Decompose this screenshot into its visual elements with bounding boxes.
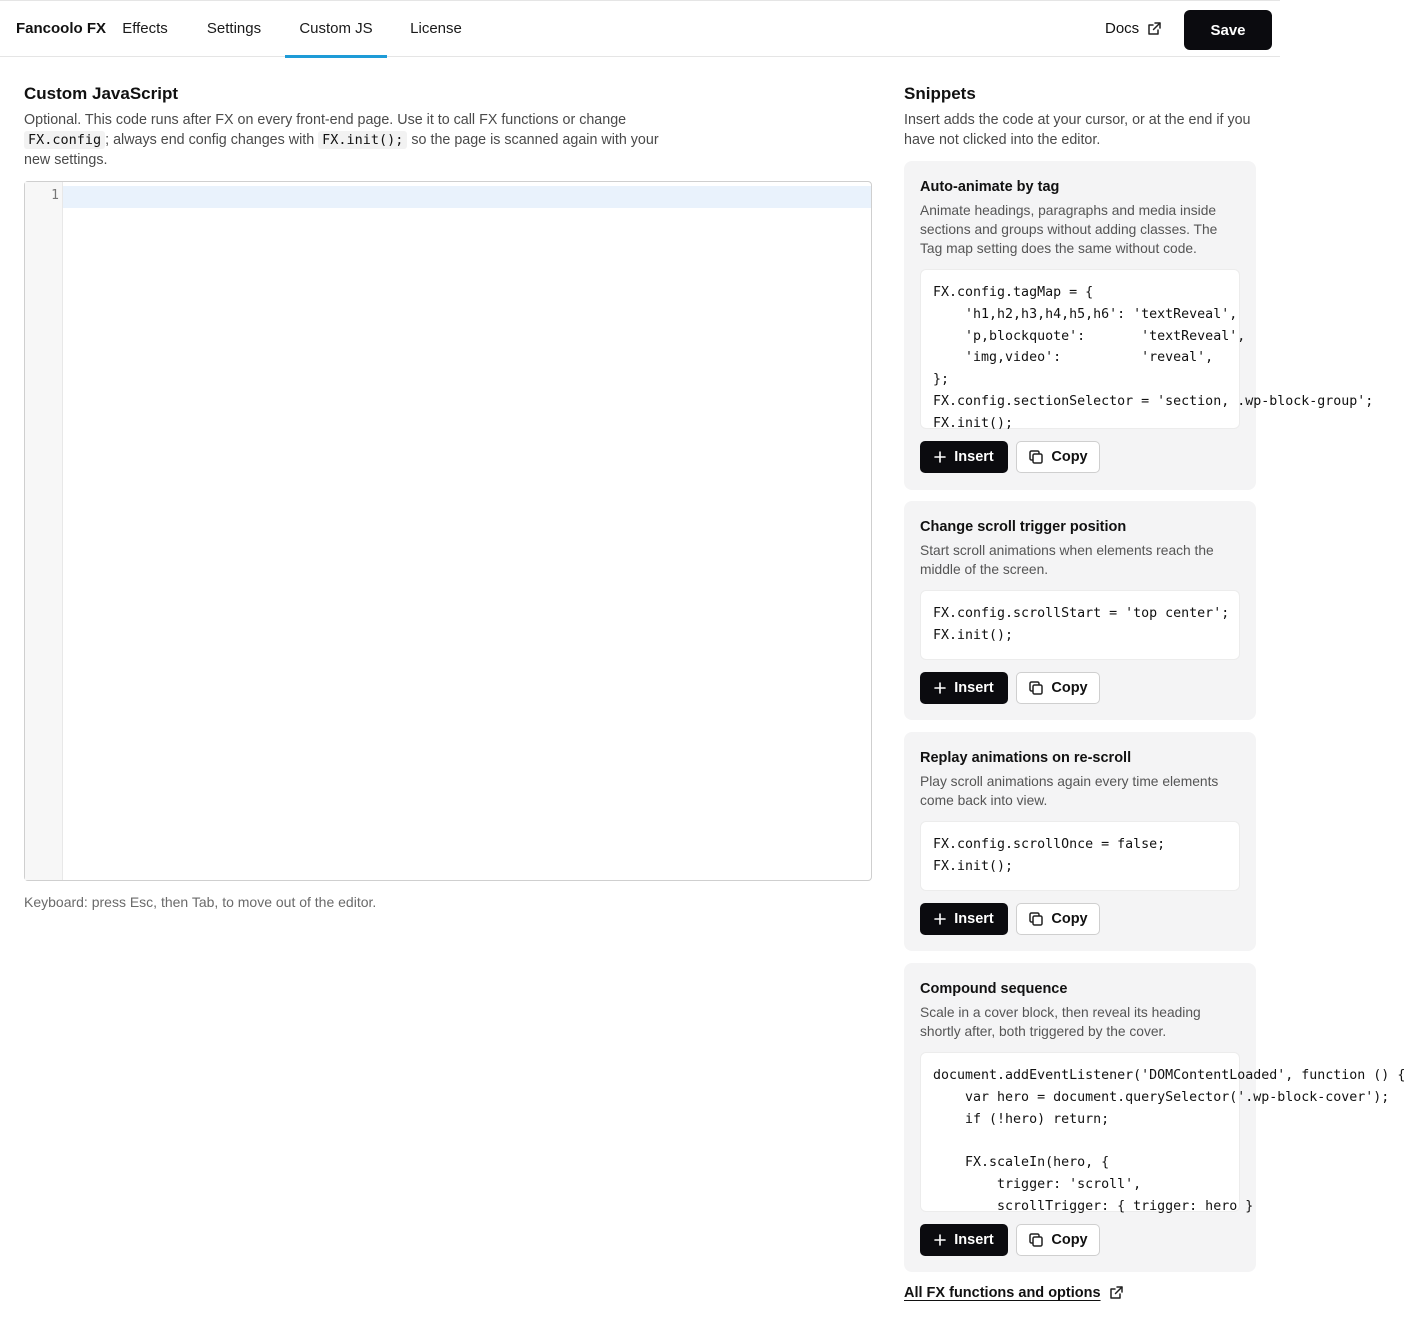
external-link-icon [1147,22,1161,36]
snippet-card-compound-sequence [904,963,1405,1272]
insert-button[interactable] [920,672,1008,704]
snippet-description: Start scroll animations when elements reach the middle of the screen. [920,543,1214,577]
snippet-card-auto-animate [904,161,1374,490]
docs-link[interactable] [1105,20,1161,37]
snippet-code[interactable] [920,821,1240,891]
insert-label: Insert [954,449,994,465]
snippet-title: Compound sequence [920,981,1068,997]
insert-label: Insert [954,680,994,696]
copy-button[interactable] [1016,672,1100,704]
desc-code-config: FX.config [24,131,105,149]
editor-gutter [25,182,63,880]
snippet-code-text: document.addEventListener('DOMContentLoaded', function () { var hero = document.querySelector('.wp-block-cover'); if (!hero) return; FX.scaleIn(hero, { trigger: 'scroll', scrollTrigger: { trigger: hero } [933,1068,1405,1214]
tab-settings[interactable]: Settings [206,20,262,37]
snippet-code[interactable] [920,590,1240,660]
line-number: 1 [51,188,59,203]
insert-button[interactable] [920,441,1008,473]
insert-button[interactable] [920,1224,1008,1256]
plus-icon [934,913,946,925]
tab-license[interactable]: License [410,20,462,37]
copy-button[interactable] [1016,441,1100,473]
snippet-description: Scale in a cover block, then reveal its heading shortly after, both triggered by the cover. [920,1005,1201,1039]
copy-label: Copy [1051,680,1088,696]
desc-text-3: so the page is scanned again with your new settings. [24,132,659,168]
copy-icon [1028,680,1044,696]
insert-label: Insert [954,911,994,927]
all-link-label: All FX functions and options [904,1285,1101,1301]
external-link-icon [1109,1286,1123,1300]
snippets-title: Snippets [904,84,976,103]
snippet-code-text: FX.config.tagMap = { 'h1,h2,h3,h4,h5,h6': 'textReveal', 'p,blockquote': 'textReveal', 'img,video': 'reveal', }; FX.config.sectionSelector = 'section, .wp-block-group'; FX.init(); [933,285,1374,431]
docs-label: Docs [1105,20,1140,37]
plus-icon [934,1234,946,1246]
copy-icon [1028,1232,1044,1248]
copy-label: Copy [1051,1232,1088,1248]
snippet-code-text: FX.config.scrollStart = 'top center'; FX.init(); [933,606,1230,643]
page-description [24,110,684,170]
snippets-description: Insert adds the code at your cursor, or at the end if you have not clicked into the editor. [904,112,1251,148]
copy-icon [1028,449,1044,465]
copy-button[interactable] [1016,903,1100,935]
page-title: Custom JavaScript [24,84,178,103]
snippet-code[interactable] [920,269,1374,431]
desc-text-2: ; always end config changes with [105,132,319,148]
top-nav [0,0,1280,57]
copy-icon [1028,911,1044,927]
desc-text-1: Optional. This code runs after FX on every front-end page. Use it to call FX functions or change [24,112,627,128]
insert-label: Insert [954,1232,994,1248]
snippet-code-text: FX.config.scrollOnce = false; FX.init(); [933,837,1166,874]
plus-icon [934,451,946,463]
tab-custom-js[interactable]: Custom JS [285,1,387,57]
copy-button[interactable] [1016,1224,1100,1256]
copy-label: Copy [1051,911,1088,927]
snippet-title: Auto-animate by tag [920,179,1060,195]
desc-code-init: FX.init(); [318,131,407,149]
snippet-description: Animate headings, paragraphs and media inside sections and groups without adding classes. The Tag map setting does the same without code. [920,203,1218,256]
copy-label: Copy [1051,449,1088,465]
editor-keyboard-hint: Keyboard: press Esc, then Tab, to move out of the editor. [24,894,377,910]
tab-effects[interactable]: Effects [122,20,168,37]
editor-active-line[interactable] [63,186,871,208]
snippet-card-scroll-trigger [904,501,1256,720]
insert-button[interactable] [920,903,1008,935]
snippet-description: Play scroll animations again every time elements come back into view. [920,774,1219,808]
code-editor[interactable] [24,181,872,881]
snippet-code[interactable] [920,1052,1405,1214]
save-button[interactable]: Save [1184,10,1272,50]
brand-name: Fancoolo FX [16,20,106,37]
all-fx-functions-link[interactable] [904,1285,1123,1301]
plus-icon [934,682,946,694]
snippet-title: Change scroll trigger position [920,519,1127,535]
snippet-card-replay [904,732,1256,951]
snippet-title: Replay animations on re-scroll [920,750,1132,766]
